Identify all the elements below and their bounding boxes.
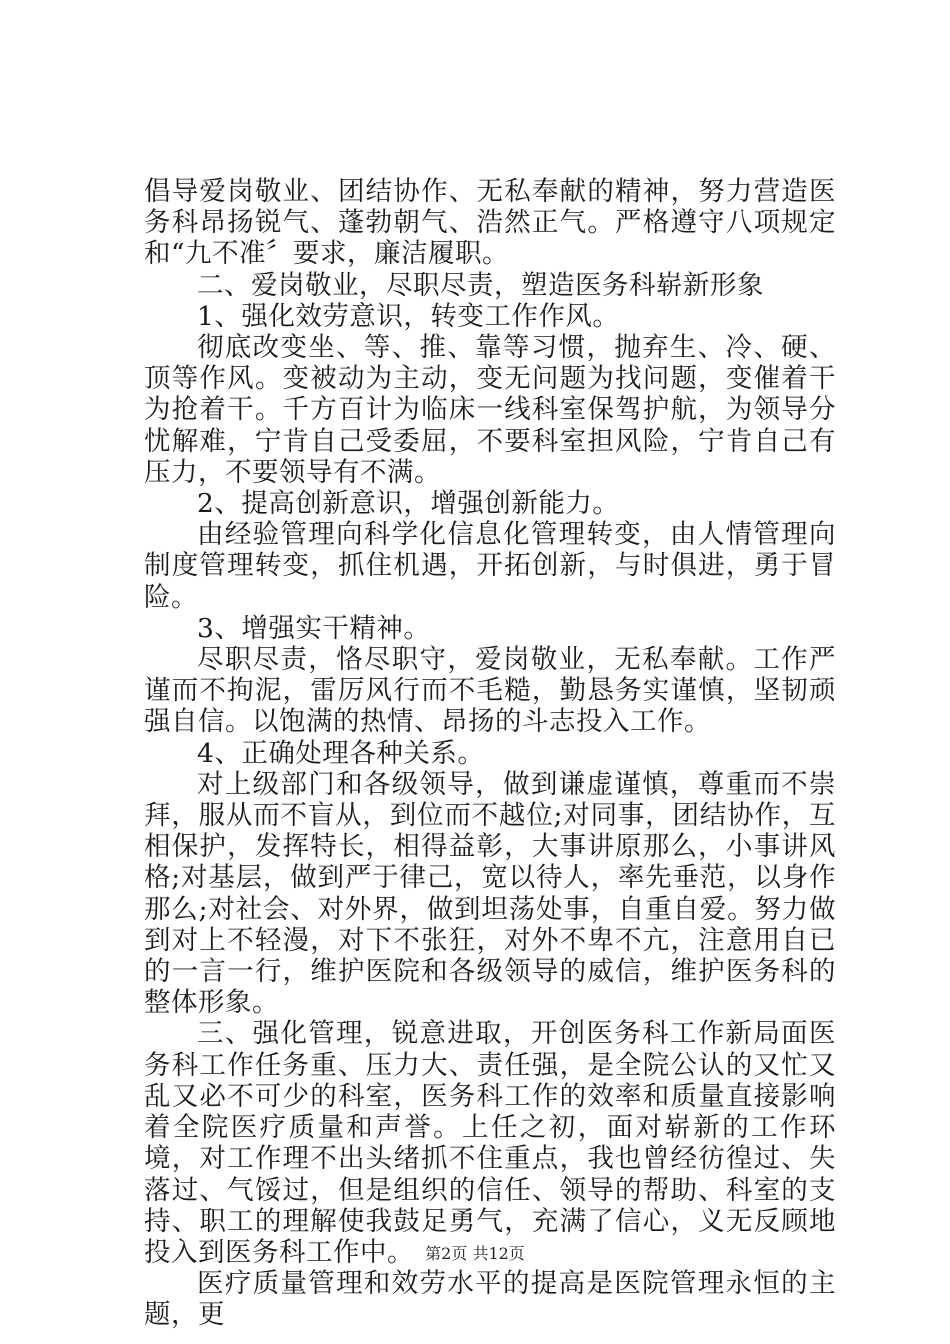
paragraph-5: 对上级部门和各级领导，做到谦虚谨慎，尊重而不崇拜，服从而不盲从，到位而不越位;对同事，团结协作，互相保护，发挥特长，相得益彰，大事讲原那么，小事讲风格;对基层，做到严于律己，宽以待人，率先垂范，以身作那么;对社会、对外界，做到坦荡处事，自重自爱。努力做到对上不轻漫，对下不张狂，对外不卑不亢，注意用自已的一言一行，维护医院和各级领导的威信，维护医务科的整体形象。 — [144, 768, 836, 1019]
paragraph-4: 尽职尽责，恪尽职守，爱岗敬业，无私奉献。工作严谨而不拘泥，雷厉风行而不毛糙，勤恳务实谨慎，坚韧顽强自信。以饱满的热情、昂扬的斗志投入工作。 — [144, 644, 836, 738]
paragraph-6: 医疗质量管理和效劳水平的提高是医院管理永恒的主题，更 — [144, 1268, 836, 1331]
paragraph-3: 由经验管理向科学化信息化管理转变，由人情管理向制度管理转变，抓住机遇，开拓创新，与时俱进，勇于冒险。 — [144, 519, 836, 613]
document-body — [144, 176, 836, 1331]
subheading-4: 4、正确处理各种关系。 — [197, 737, 485, 769]
page-footer — [0, 1244, 950, 1264]
subheading-3: 3、增强实干精神。 — [197, 612, 431, 644]
paragraph-2: 彻底改变坐、等、推、靠等习惯，抛弃生、冷、硬、顶等作风。变被动为主动，变无问题为找问题，变催着干为抢着干。千方百计为临床一线科室保驾护航，为领导分忧解难，宁肯自己受委屈，不要科室担风险，宁肯自己有压力，不要领导有不满。 — [144, 332, 836, 488]
subheading-2: 2、提高创新意识，增强创新能力。 — [197, 488, 620, 520]
subheading-1: 1、强化效劳意识，转变工作作风。 — [197, 300, 620, 332]
page-number-label: 第2页 共12页 — [425, 1244, 525, 1263]
paragraph-1: 倡导爱岗敬业、团结协作、无私奉献的精神，努力营造医务科昂扬锐气、蓬勃朝气、浩然正气。严格遵守八项规定和“九不准〞要求，廉洁履职。 — [144, 176, 836, 270]
section-heading-2: 二、爱岗敬业，尽职尽责，塑造医务科崭新形象 — [197, 269, 764, 301]
section-heading-3: 三、强化管理，锐意进取，开创医务科工作新局面医务科工作任务重、压力大、责任强，是全院公认的又忙又乱又必不可少的科室，医务科工作的效率和质量直接影响着全院医疗质量和声誉。上任之初，面对崭新的工作环境，对工作理不出头绪抓不住重点，我也曾经彷徨过、失落过、气馁过，但是组织的信任、领导的帮助、科室的支持、职工的理解使我鼓足勇气，充满了信心，义无反顾地投入到医务科工作中。 — [144, 1018, 836, 1268]
